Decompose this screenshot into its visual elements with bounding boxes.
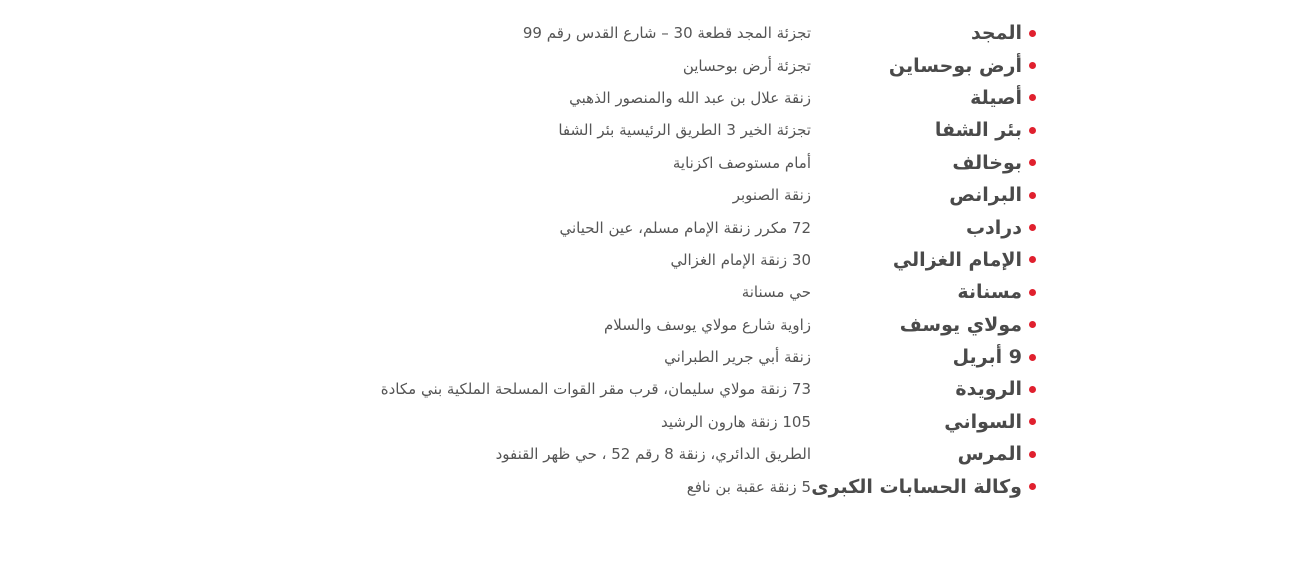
list-item: [36, 373, 1036, 405]
branch-name: 9 أبريل: [952, 346, 1022, 369]
list-item: [36, 244, 1036, 276]
bullet-icon: [1029, 62, 1036, 69]
branch-list: [36, 17, 1036, 503]
bullet-icon: [1029, 192, 1036, 199]
branch-address: 72 مكرر زنقة الإمام مسلم، عين الحياني: [559, 218, 811, 237]
branch-address: 5 زنقة عقبة بن نافع: [686, 477, 811, 496]
bullet-icon: [1029, 418, 1036, 425]
branch-name: المرس: [957, 443, 1022, 466]
branch-address: تجزئة أرض بوحساين: [682, 56, 811, 75]
branch-name: أرض بوحساين: [888, 54, 1022, 77]
bullet-icon: [1029, 30, 1036, 37]
branch-address: أمام مستوصف اكزناية: [672, 153, 811, 172]
bullet-icon: [1029, 127, 1036, 134]
branch-name: بئر الشفا: [934, 119, 1022, 142]
branch-name: مسنانة: [957, 281, 1022, 304]
bullet-icon: [1029, 451, 1036, 458]
list-item: [36, 211, 1036, 243]
branch-name: وكالة الحسابات الكبرى: [811, 475, 1022, 498]
branch-address: زنقة الصنوبر: [732, 186, 811, 205]
list-item: [36, 49, 1036, 81]
branch-address: زنقة علال بن عبد الله والمنصور الذهبي: [569, 88, 811, 107]
branch-address: حي مسنانة: [741, 283, 811, 302]
branch-name: السواني: [944, 410, 1022, 433]
list-item: [36, 114, 1036, 146]
branch-name: مولاي يوسف: [899, 313, 1022, 336]
branch-address: تجزئة الخير 3 الطريق الرئيسية بئر الشفا: [558, 121, 811, 140]
bullet-icon: [1029, 386, 1036, 393]
bullet-icon: [1029, 159, 1036, 166]
branch-name: الرويدة: [955, 378, 1022, 401]
branch-address: 30 زنقة الإمام الغزالي: [670, 250, 811, 269]
branch-address: 105 زنقة هارون الرشيد: [661, 412, 811, 431]
list-item: [36, 309, 1036, 341]
bullet-icon: [1029, 256, 1036, 263]
branch-name: بوخالف: [952, 151, 1022, 174]
list-item: [36, 438, 1036, 470]
branch-name: أصيلة: [970, 86, 1022, 109]
branch-name: المجد: [970, 22, 1022, 45]
bullet-icon: [1029, 94, 1036, 101]
list-item: [36, 276, 1036, 308]
branch-name: درادب: [965, 216, 1022, 239]
list-item: [36, 147, 1036, 179]
bullet-icon: [1029, 483, 1036, 490]
branch-name: البرانص: [949, 184, 1022, 207]
branch-name: الإمام الغزالي: [892, 248, 1022, 271]
branch-address: زاوية شارع مولاي يوسف والسلام: [604, 315, 811, 334]
bullet-icon: [1029, 224, 1036, 231]
list-item: [36, 82, 1036, 114]
list-item: [36, 406, 1036, 438]
bullet-icon: [1029, 289, 1036, 296]
list-item: [36, 470, 1036, 502]
branch-address: زنقة أبي جرير الطبراني: [664, 348, 811, 367]
branch-address: 73 زنقة مولاي سليمان، قرب مقر القوات المسلحة الملكية بني مكادة: [380, 380, 811, 399]
list-item: [36, 341, 1036, 373]
branch-address: الطريق الدائري، زنقة 8 رقم 52 ، حي ظهر القنفود: [495, 445, 811, 464]
bullet-icon: [1029, 321, 1036, 328]
bullet-icon: [1029, 354, 1036, 361]
list-item: [36, 17, 1036, 49]
branch-address: تجزئة المجد قطعة 30 – شارع القدس رقم 99: [522, 24, 811, 43]
list-item: [36, 179, 1036, 211]
